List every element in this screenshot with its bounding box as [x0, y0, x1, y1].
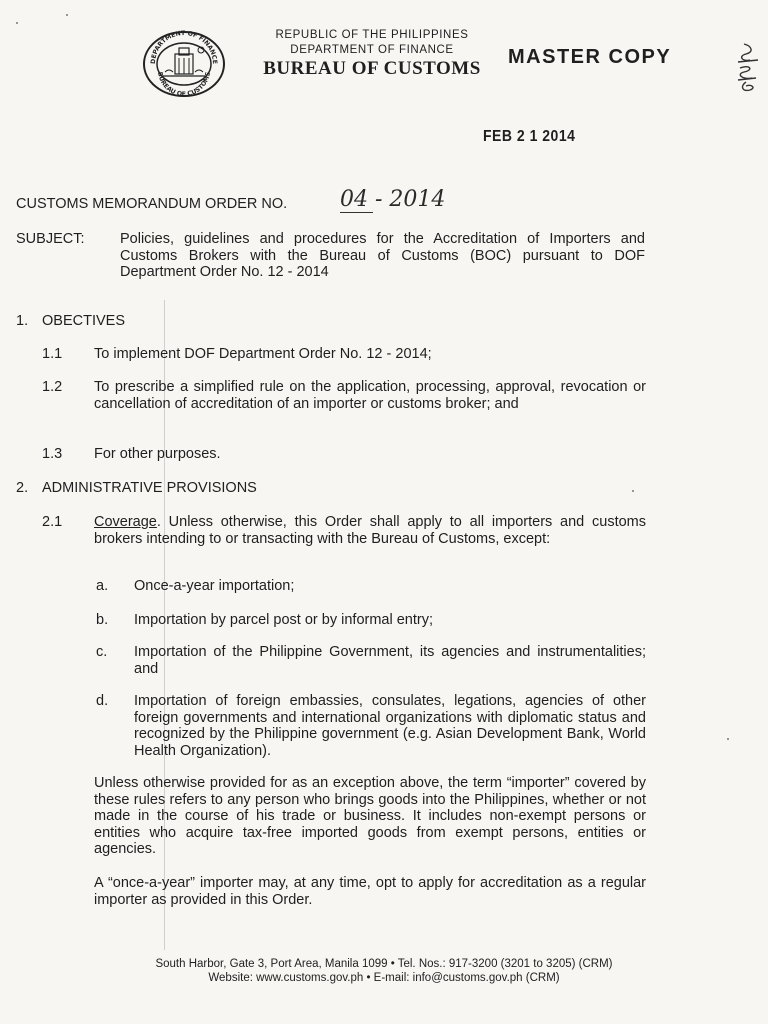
subject-label: SUBJECT:: [16, 231, 85, 247]
item-1-2-text: To prescribe a simplified rule on the application, processing, approval, revocation or cancellation of accreditation of an importer or customs broker; and: [94, 379, 646, 412]
section-2-number: 2.: [16, 480, 29, 496]
master-copy-stamp: MASTER COPY: [508, 46, 672, 68]
svg-text:DEPARTMENT OF FINANCE: DEPARTMENT OF FINANCE: [149, 30, 219, 65]
coverage-text: . Unless otherwise, this Order shall apply to all importers and customs brokers intending to or transacting with the Bureau of Customs, except:: [94, 514, 646, 547]
item-2-1-number: 2.1: [42, 514, 63, 530]
subitem-c-letter: c.: [96, 644, 108, 660]
subitem-c-text: Importation of the Philippine Government, its agencies and instrumentalities; and: [134, 644, 646, 677]
item-1-3-text: For other purposes.: [94, 446, 221, 462]
subitem-d-letter: d.: [96, 693, 109, 709]
item-1-3-number: 1.3: [42, 446, 63, 462]
subitem-a-letter: a.: [96, 578, 109, 594]
item-1-1-number: 1.1: [42, 346, 63, 362]
header-department: DEPARTMENT OF FINANCE: [290, 44, 454, 56]
section-1-number: 1.: [16, 313, 29, 329]
subitem-a-text: Once-a-year importation;: [134, 578, 295, 594]
subitem-d-text: Importation of foreign embassies, consulates, legations, agencies of other foreign governments and international organizations with diplomatic status and recognized by the Philippine government (e.g. Asian Development Bank, World Health Organization).: [134, 693, 646, 759]
section-2-title: ADMINISTRATIVE PROVISIONS: [42, 480, 257, 496]
once-a-year-paragraph: A “once-a-year” importer may, at any time, opt to apply for accreditation as a regular importer as provided in this Order.: [94, 875, 646, 908]
section-1-title: OBECTIVES: [42, 313, 125, 329]
header-bureau-title: BUREAU OF CUSTOMS: [263, 58, 481, 79]
header-republic: REPUBLIC OF THE PHILIPPINES: [275, 29, 469, 41]
footer-contact: Website: www.customs.gov.ph • E-mail: info@customs.gov.ph (CRM): [208, 972, 560, 984]
item-1-1-text: To implement DOF Department Order No. 12 - 2014;: [94, 346, 432, 362]
subject-text: Policies, guidelines and procedures for the Accreditation of Importers and Customs Brokers with the Bureau of Customs (BOC) pursuant to DOF Department Order No. 12 - 2014: [120, 231, 645, 280]
coverage-heading: Coverage: [94, 514, 157, 530]
footer-address: South Harbor, Gate 3, Port Area, Manila 1099 • Tel. Nos.: 917-3200 (3201 to 3205) (CRM): [155, 958, 613, 970]
item-1-2-number: 1.2: [42, 379, 63, 395]
scan-speck: [66, 14, 68, 16]
importer-definition-paragraph: Unless otherwise provided for as an exception above, the term “importer” covered by these rules refers to any person who brings goods into the Philippines, whether or not made in the course of his trade or business. It includes non-exempt persons or entities who acquire tax-free imported goods from exempt persons, entities or agencies.: [94, 775, 646, 857]
item-2-1-text: [94, 514, 646, 547]
subitem-b-letter: b.: [96, 612, 109, 628]
scan-speck: [632, 490, 634, 492]
order-label: CUSTOMS MEMORANDUM ORDER NO.: [16, 196, 288, 212]
bureau-seal-logo: [141, 30, 227, 98]
handwritten-signature: [732, 40, 762, 94]
scan-speck: [16, 22, 18, 24]
subitem-b-text: Importation by parcel post or by informal entry;: [134, 612, 433, 628]
svg-text:BUREAU OF CUSTOMS: BUREAU OF CUSTOMS: [156, 71, 212, 98]
order-number-underline: [340, 212, 373, 213]
received-date-stamp: FEB 2 1 2014: [483, 125, 576, 145]
order-number: 04 - 2014: [340, 187, 446, 212]
scan-speck: [727, 738, 729, 740]
